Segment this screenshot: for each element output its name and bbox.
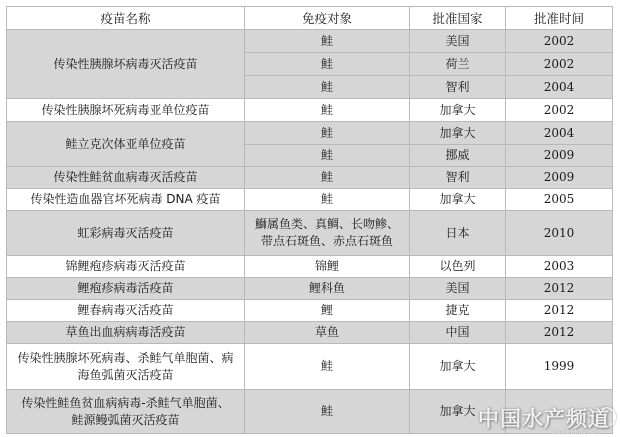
target-cell: 鲑 (245, 167, 410, 189)
target-cell: 鲑 (245, 122, 410, 145)
year-cell: 2012 (506, 300, 613, 322)
vaccine-name-cell: 传染性鲑贫血病毒灭活疫苗 (7, 167, 245, 189)
target-cell: 鲑 (245, 145, 410, 167)
country-cell: 加拿大 (410, 189, 506, 211)
year-cell: 2012 (506, 322, 613, 344)
country-cell: 挪威 (410, 145, 506, 167)
vaccine-name-cell: 草鱼出血病病毒活疫苗 (7, 322, 245, 344)
target-cell: 鲑 (245, 53, 410, 76)
target-cell: 鲑 (245, 344, 410, 390)
vaccine-name-cell: 传染性胰腺坏死病毒、杀鲑气单胞菌、病 海鱼弧菌灭活疫苗 (7, 344, 245, 390)
vaccine-name-cell: 鲤疱疹病毒活疫苗 (7, 278, 245, 300)
year-cell: 2004 (506, 122, 613, 145)
target-cell: 锦鲤 (245, 256, 410, 278)
table-row (7, 278, 613, 300)
year-cell: 2004 (506, 76, 613, 99)
year-cell: 2002 (506, 53, 613, 76)
year-cell (506, 390, 613, 434)
target-cell: 鲑 (245, 30, 410, 53)
country-cell: 智利 (410, 167, 506, 189)
vaccine-name-cell: 锦鲤疱疹病毒灭活疫苗 (7, 256, 245, 278)
vaccine-name-cell: 传染性胰腺坏死病毒亚单位疫苗 (7, 99, 245, 122)
vaccine-name-cell: 鲑立克次体亚单位疫苗 (7, 122, 245, 167)
target-cell: 鲤 (245, 300, 410, 322)
watermark-url: www.bbbfish.cn (550, 429, 598, 436)
vaccine-name-cell: 虹彩病毒灭活疫苗 (7, 211, 245, 256)
year-cell: 1999 (506, 344, 613, 390)
header-approval-country: 批准国家 (410, 7, 506, 30)
table-row (7, 189, 613, 211)
target-cell: 鰤属鱼类、真鲷、长吻鲹、 带点石斑鱼、赤点石斑鱼 (245, 211, 410, 256)
table-row (7, 30, 613, 53)
target-cell: 鲑 (245, 390, 410, 434)
table-row (7, 344, 613, 390)
country-cell: 加拿大 (410, 99, 506, 122)
country-cell: 以色列 (410, 256, 506, 278)
country-cell: 捷克 (410, 300, 506, 322)
year-cell: 2009 (506, 167, 613, 189)
table-row (7, 167, 613, 189)
country-cell: 美国 (410, 30, 506, 53)
country-cell: 荷兰 (410, 53, 506, 76)
year-cell: 2010 (506, 211, 613, 256)
country-cell: 美国 (410, 278, 506, 300)
vaccine-name-cell: 传染性造血器官坏死病毒 DNA 疫苗 (7, 189, 245, 211)
target-cell: 鲤科鱼 (245, 278, 410, 300)
year-cell: 2012 (506, 278, 613, 300)
vaccine-name-cell: 鲤春病毒灭活疫苗 (7, 300, 245, 322)
country-cell: 加拿大 (410, 344, 506, 390)
vaccine-name-cell: 传染性胰腺坏病毒灭活疫苗 (7, 30, 245, 99)
year-cell: 2002 (506, 99, 613, 122)
target-cell: 鲑 (245, 99, 410, 122)
year-cell: 2002 (506, 30, 613, 53)
header-immune-target: 免疫对象 (245, 7, 410, 30)
year-cell: 2005 (506, 189, 613, 211)
header-vaccine-name: 疫苗名称 (7, 7, 245, 30)
country-cell: 智利 (410, 76, 506, 99)
country-cell: 加拿大 (410, 122, 506, 145)
table-row (7, 322, 613, 344)
table-row (7, 99, 613, 122)
table-row (7, 390, 613, 434)
target-cell: 鲑 (245, 76, 410, 99)
target-cell: 草鱼 (245, 322, 410, 344)
table-row (7, 122, 613, 145)
year-cell: 2003 (506, 256, 613, 278)
vaccine-name-cell: 传染性鲑鱼贫血病病毒-杀鲑气单胞菌、 鲑源鳗弧菌灭活疫苗 (7, 390, 245, 434)
vaccine-table (6, 6, 613, 434)
table-header-row (7, 7, 613, 30)
table-row (7, 256, 613, 278)
watermark-logo: 中国水产频道 (478, 407, 610, 431)
table-row (7, 300, 613, 322)
vaccine-table-container (6, 6, 612, 434)
header-approval-year: 批准时间 (506, 7, 613, 30)
country-cell: 日本 (410, 211, 506, 256)
year-cell: 2009 (506, 145, 613, 167)
country-cell: 中国 (410, 322, 506, 344)
table-row (7, 211, 613, 256)
country-cell: 加拿大 (410, 390, 506, 434)
target-cell: 鲑 (245, 189, 410, 211)
